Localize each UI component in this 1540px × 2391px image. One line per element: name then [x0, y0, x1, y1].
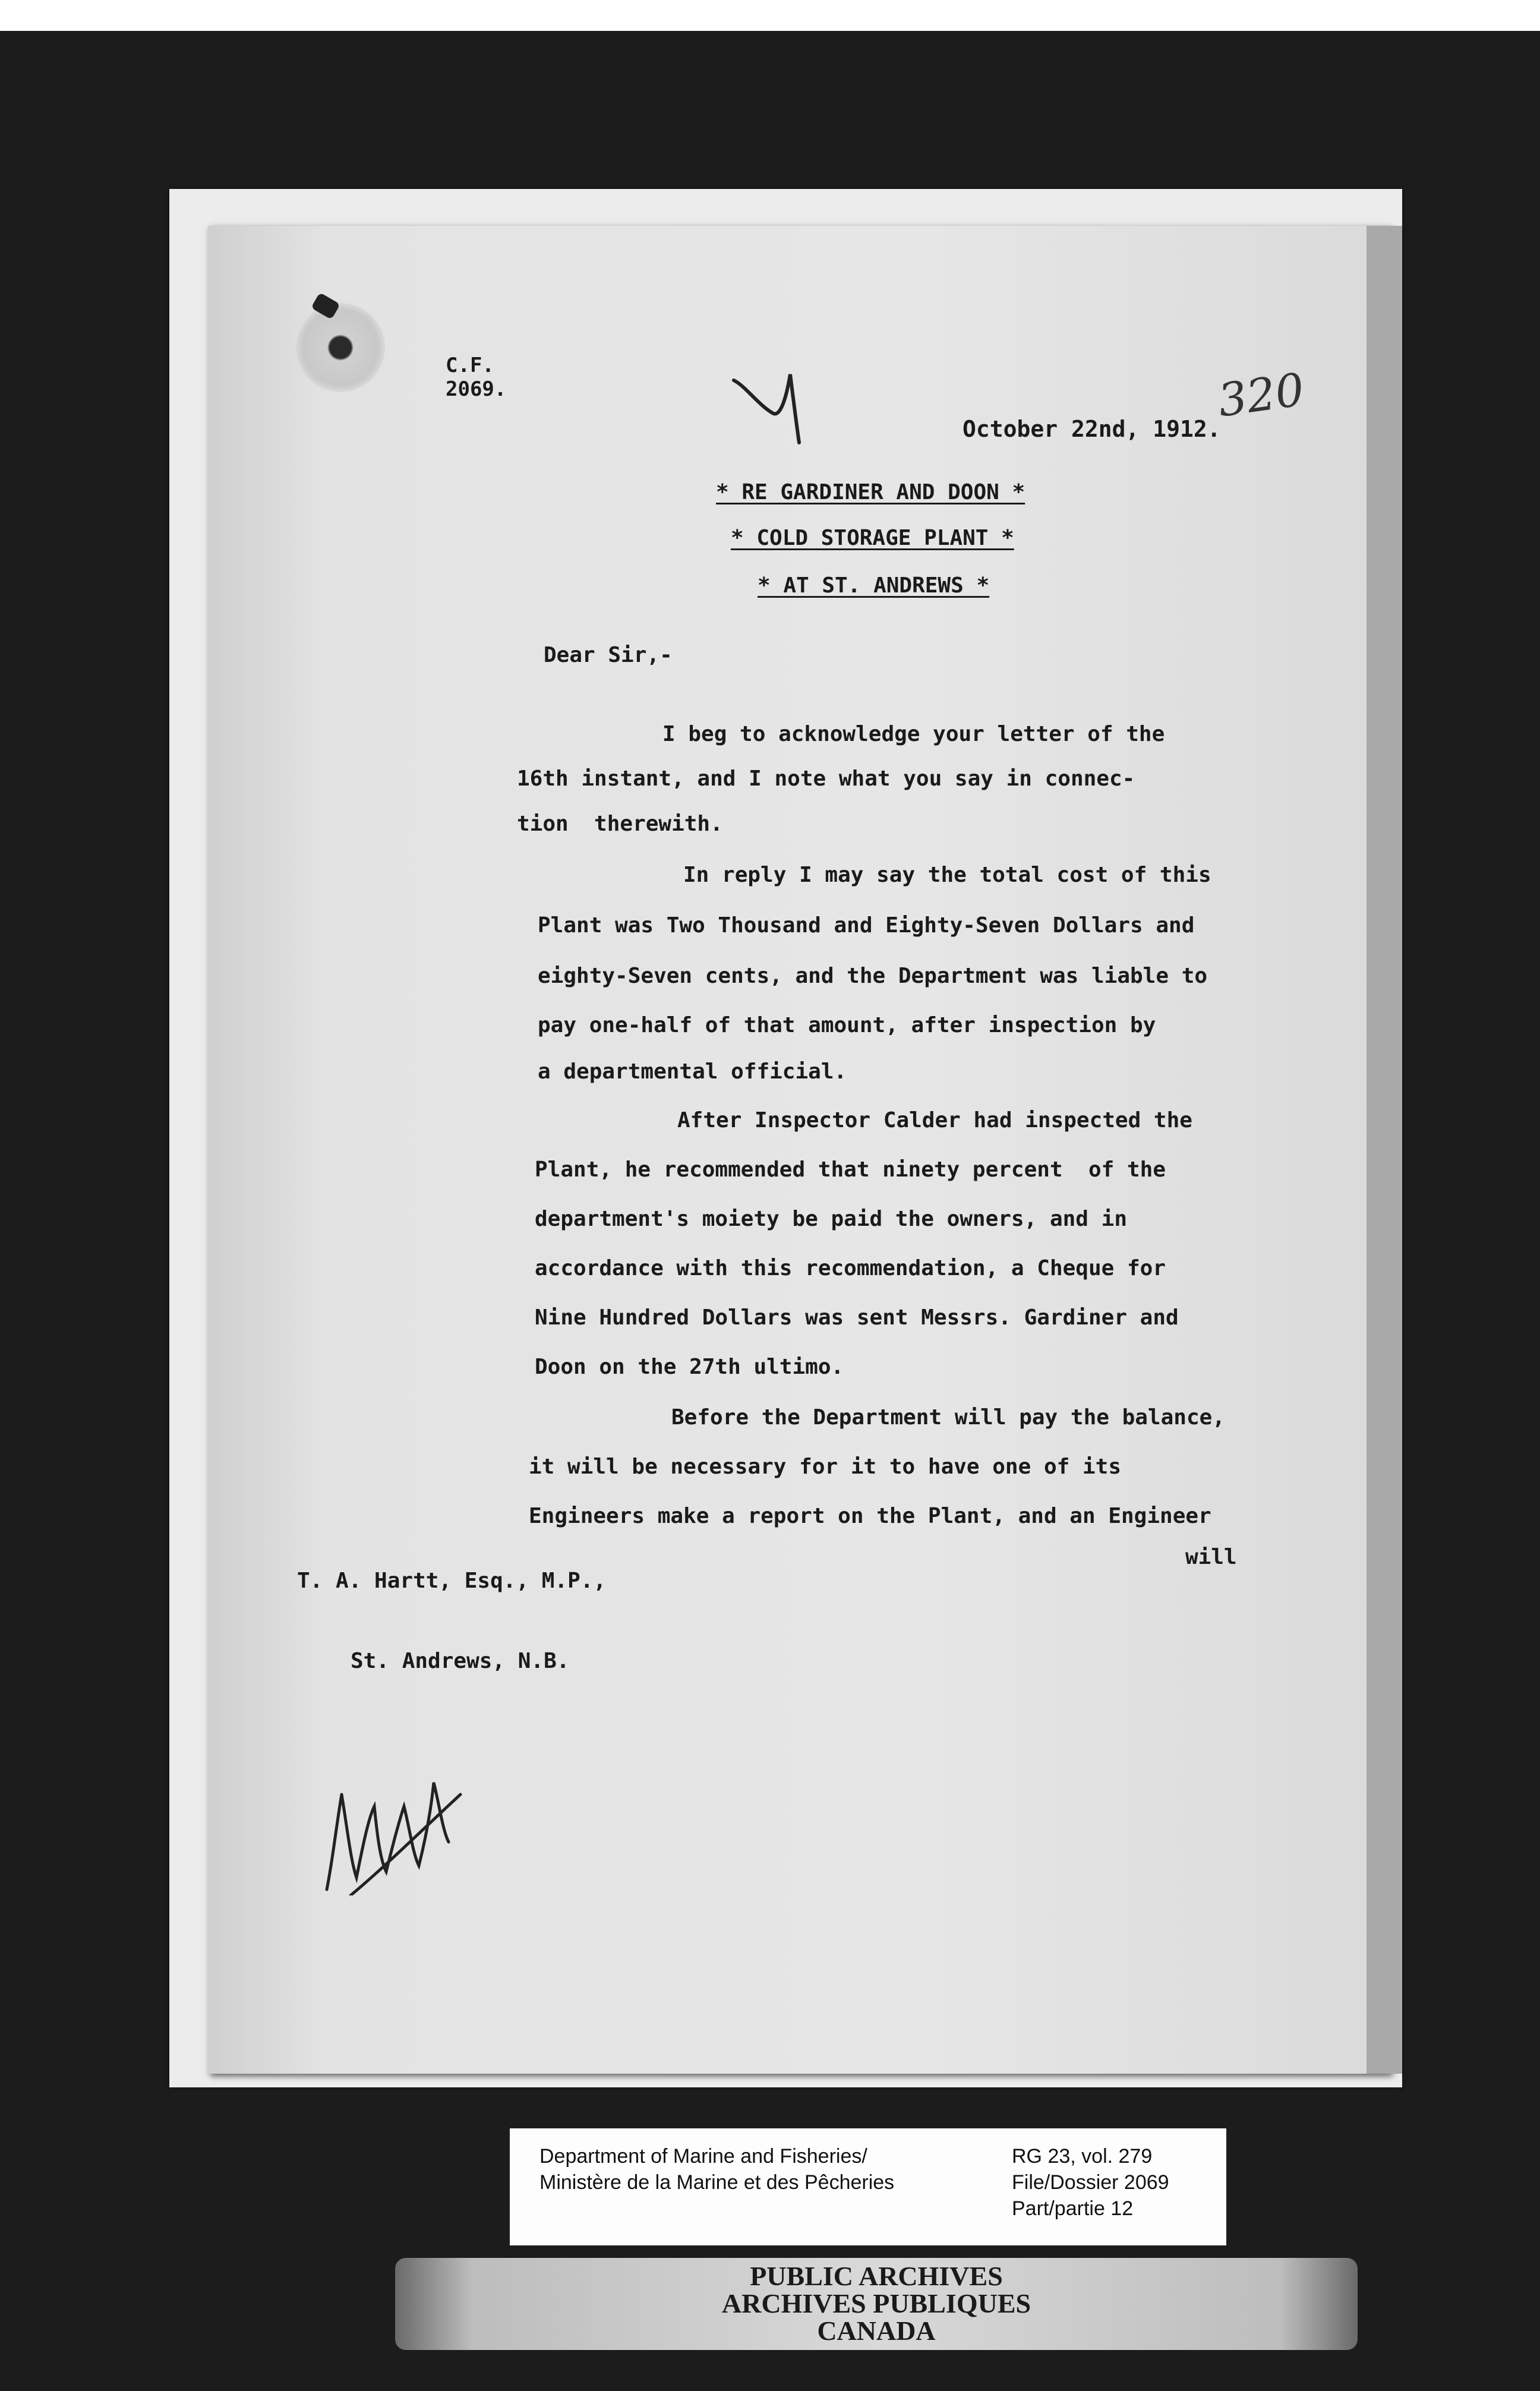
body-line: After Inspector Calder had inspected the [677, 1108, 1192, 1133]
handwritten-page-number: 320 [1214, 362, 1308, 427]
body-line: I beg to acknowledge your letter of the [662, 722, 1165, 746]
subject-line-2: * COLD STORAGE PLANT * [731, 526, 1014, 550]
body-line: Nine Hundred Dollars was sent Messrs. Gardiner and [535, 1305, 1179, 1330]
body-line: 16th instant, and I note what you say in connec- [517, 766, 1135, 791]
subject-line-1: * RE GARDINER AND DOON * [716, 480, 1025, 504]
body-line: department's moiety be paid the owners, and in [535, 1207, 1127, 1231]
body-line: tion therewith. [517, 812, 723, 836]
handwritten-check-mark-icon [728, 368, 823, 446]
page-edge [1367, 226, 1402, 2074]
part-number: Part/partie 12 [1012, 2197, 1134, 2220]
body-line: accordance with this recommendation, a Cheque for [535, 1256, 1166, 1280]
subject-line-3: * AT ST. ANDREWS * [758, 573, 990, 598]
file-reference-line-1: C.F. [446, 354, 494, 377]
addressee-place: St. Andrews, N.B. [351, 1649, 570, 1673]
body-line: it will be necessary for it to have one of its [529, 1455, 1121, 1479]
body-line: a departmental official. [538, 1059, 847, 1084]
body-line: Plant was Two Thousand and Eighty-Seven Dollars and [538, 913, 1195, 938]
public-archives-stamp [395, 2258, 1358, 2350]
body-line: In reply I may say the total cost of this [683, 863, 1211, 887]
body-line: eighty-Seven cents, and the Department was liable to [538, 964, 1208, 988]
body-line: pay one-half of that amount, after inspection by [538, 1013, 1156, 1037]
file-reference-line-2: 2069. [446, 377, 507, 401]
body-line: Engineers make a report on the Plant, and an Engineer [529, 1504, 1211, 1528]
stamp-line-3: CANADA [817, 2316, 936, 2346]
addressee-name: T. A. Hartt, Esq., M.P., [297, 1569, 607, 1593]
department-name-english: Department of Marine and Fisheries/ [539, 2145, 867, 2168]
body-line: Before the Department will pay the balance, [671, 1405, 1225, 1430]
punch-hole-icon [296, 303, 385, 392]
record-group: RG 23, vol. 279 [1012, 2145, 1153, 2168]
body-line: will [1185, 1545, 1237, 1569]
file-number: File/Dossier 2069 [1012, 2171, 1169, 2194]
salutation: Dear Sir,- [544, 643, 673, 667]
stamp-line-2: ARCHIVES PUBLIQUES [721, 2288, 1031, 2319]
letter-date: October 22nd, 1912. [962, 416, 1221, 442]
body-line: Plant, he recommended that ninety percent of the [535, 1157, 1166, 1182]
handwritten-initials-icon [315, 1759, 463, 1895]
archive-reference-label [510, 2128, 1226, 2245]
stamp-line-1: PUBLIC ARCHIVES [750, 2261, 1003, 2291]
body-line: Doon on the 27th ultimo. [535, 1355, 844, 1379]
department-name-french: Ministère de la Marine et des Pêcheries [539, 2171, 895, 2194]
